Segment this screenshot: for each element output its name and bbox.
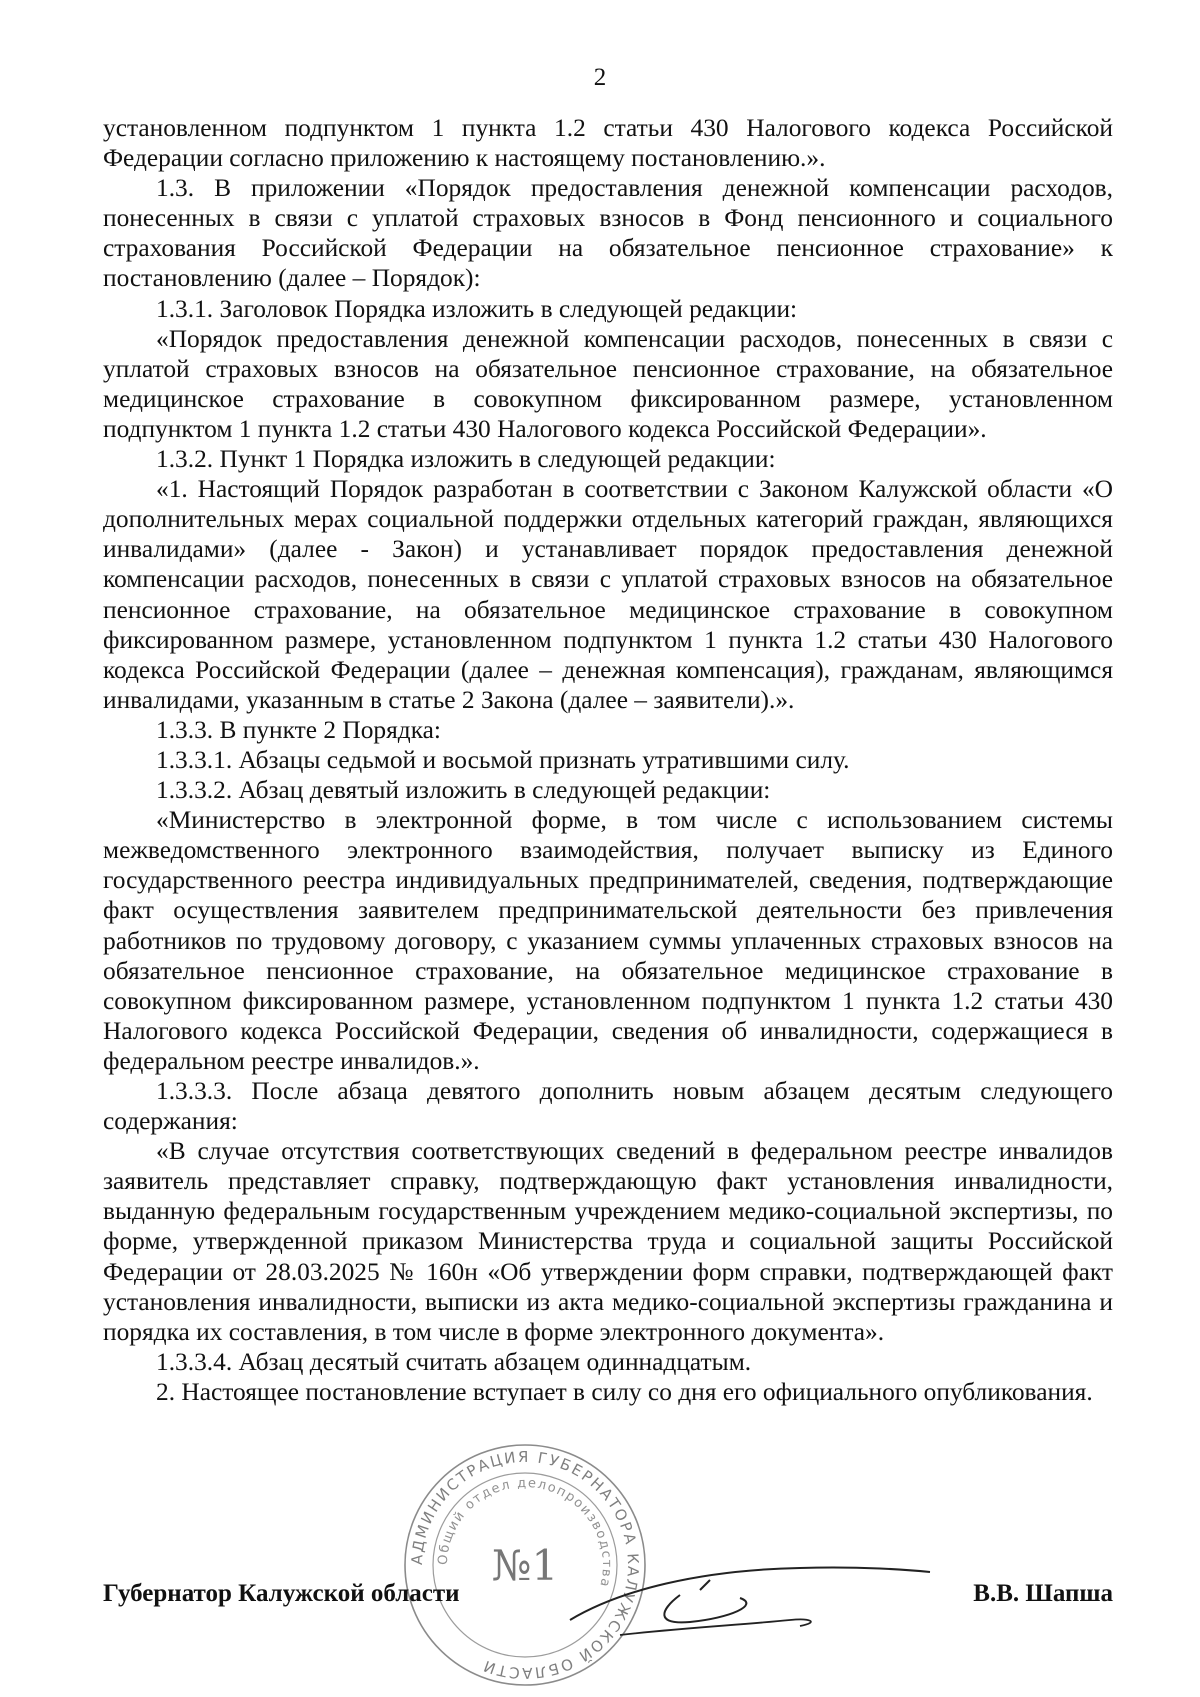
signer-name: В.В. Шапша xyxy=(973,1580,1113,1607)
stamp-inner-text: Общий отдел делопроизводства xyxy=(435,1475,615,1590)
page-number: 2 xyxy=(593,64,607,91)
paragraph-1-3-3-2: 1.3.3.2. Абзац девятый изложить в следующей редакции: xyxy=(156,776,771,805)
paragraph-quote-ministry: «Министерство в электронной форме, в том числе с использованием системы межведомственного электронного взаимодействия, получает выписку из Единого государственного реестра индивидуальных предпринимателей, сведения, подтверждающие факт осуществления заявителем предпринимательской деятельности без привлечения работников по трудовому договору, с указанием суммы уплаченных страховых взносов на обязательное пенсионное страхование, на обязательное медицинское страхование в совокупном фиксированном размере, установленном подпунктом 1 пункта 1.2 статьи 430 Налогового кодекса Российской Федерации, сведения об инвалидности, содержащиеся в федеральном реестре инвалидов.». xyxy=(103,806,1113,1075)
paragraph-quote-absence: «В случае отсутствия соответствующих сведений в федеральном реестре инвалидов заявитель представляет справку, подтверждающую факт установления инвалидности, выданную федеральным государственным учреждением медико-социальной экспертизы, по форме, утвержденной приказом Министерства труда и социальной защиты Российской Федерации от 28.03.2025 № 160н «Об утверждении форм справки, подтверждающей факт установления инвалидности, выписки из акта медико-социальной экспертизы гражданина и порядка их составления, в том числе в форме электронного документа». xyxy=(103,1137,1113,1346)
paragraph-1-3-3-1: 1.3.3.1. Абзацы седьмой и восьмой признать утратившими силу. xyxy=(156,745,850,774)
document-body xyxy=(103,113,1113,1407)
paragraph-1-3-1: 1.3.1. Заголовок Порядка изложить в следующей редакции: xyxy=(156,294,798,323)
paragraph-continuation: установленном подпунктом 1 пункта 1.2 статьи 430 Налогового кодекса Российской Федерации согласно приложению к настоящему постановлению.». xyxy=(103,114,1113,173)
paragraph-quote-title: «Порядок предоставления денежной компенсации расходов, понесенных в связи с уплатой страховых взносов на обязательное пенсионное страхование, на обязательное медицинское страхование в совокупном фиксированном размере, установленном подпунктом 1 пункта 1.2 статьи 430 Налогового кодекса Российской Федерации». xyxy=(103,324,1113,443)
signature-block xyxy=(103,1580,1113,1620)
paragraph-1-3-3-4: 1.3.3.4. Абзац десятый считать абзацем одиннадцатым. xyxy=(156,1347,752,1376)
paragraph-1-3-3: 1.3.3. В пункте 2 Порядка: xyxy=(156,715,441,744)
paragraph-1-3: 1.3. В приложении «Порядок предоставления денежной компенсации расходов, понесенных в связи с уплатой страховых взносов в Фонд пенсионного и социального страхования Российской Федерации на обязательное пенсионное страхование» к постановлению (далее – Порядок): xyxy=(103,174,1113,293)
signer-title: Губернатор Калужской области xyxy=(103,1580,460,1607)
stamp-outer-text: АДМИНИСТРАЦИЯ ГУБЕРНАТОРА КАЛУЖСКОЙ ОБЛАСТИ xyxy=(407,1447,643,1683)
paragraph-1-3-2: 1.3.2. Пункт 1 Порядка изложить в следующей редакции: xyxy=(156,445,776,474)
stamp-number: №1 xyxy=(491,1541,559,1590)
paragraph-1-3-3-3: 1.3.3.3. После абзаца девятого дополнить новым абзацем десятым следующего содержания: xyxy=(103,1077,1113,1136)
paragraph-2: 2. Настоящее постановление вступает в силу со дня его официального опубликования. xyxy=(156,1377,1093,1406)
paragraph-quote-point-1: «1. Настоящий Порядок разработан в соответствии с Законом Калужской области «О дополнительных мерах социальной поддержки отдельных категорий граждан, являющихся инвалидами» (далее - Закон) и устанавливает порядок предоставления денежной компенсации расходов, понесенных в связи с уплатой страховых взносов на обязательное пенсионное страхование, на обязательное медицинское страхование в совокупном фиксированном размере, установленном подпунктом 1 пункта 1.2 статьи 430 Налогового кодекса Российской Федерации (далее – денежная компенсация), гражданам, являющимся инвалидами, указанным в статье 2 Закона (далее – заявители).». xyxy=(103,475,1113,714)
